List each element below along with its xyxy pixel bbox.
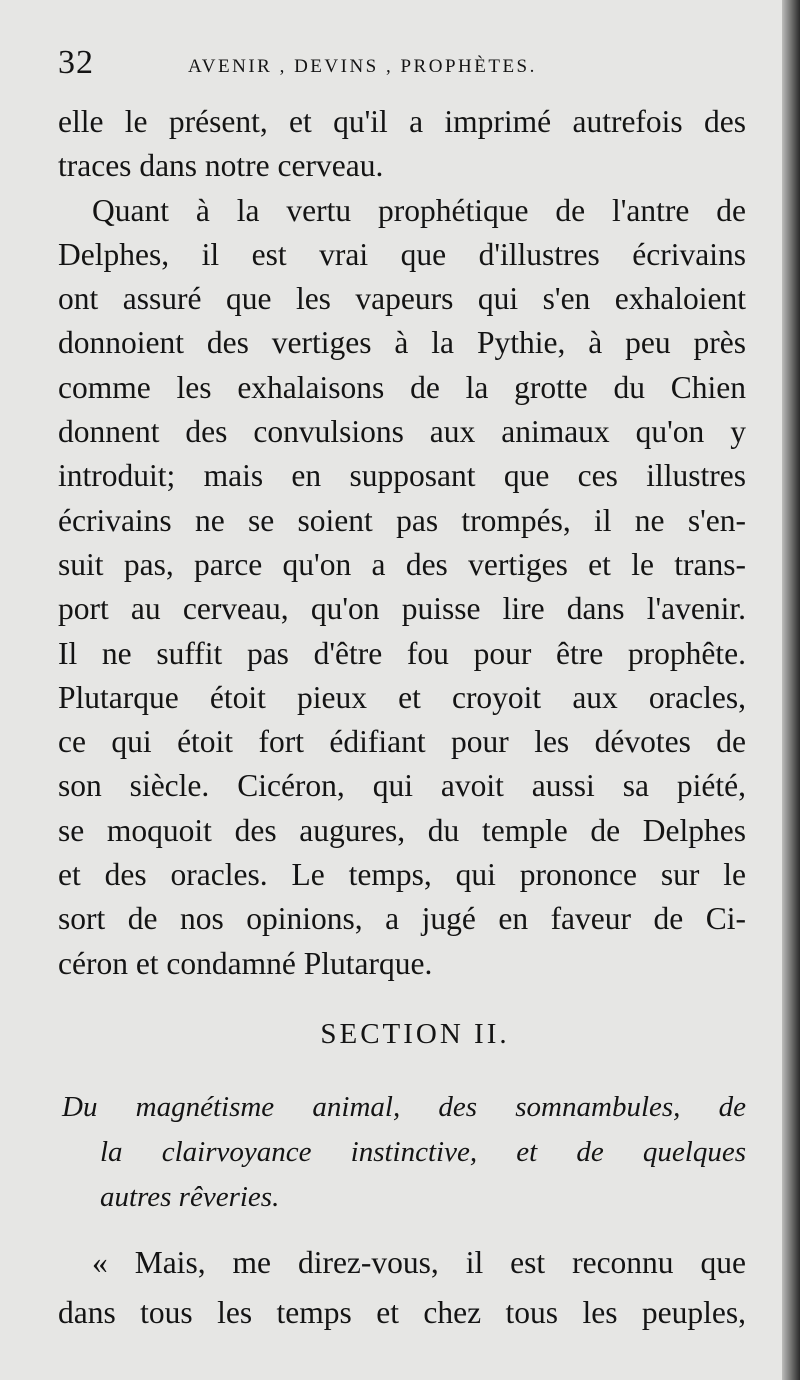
text-line: ce qui étoit fort édifiant pour les dévotes de — [58, 724, 746, 760]
final-text — [58, 1238, 746, 1338]
text-line: elle le présent, et qu'il a imprimé autrefois des — [58, 104, 746, 139]
text-line: Plutarque étoit pieux et croyoit aux oracles, — [58, 679, 746, 715]
subtitle-line: la clairvoyance instinctive, et de quelques — [100, 1136, 746, 1168]
section-subtitle — [62, 1085, 746, 1220]
subtitle-line: Du magnétisme animal, des somnambules, de — [62, 1091, 746, 1123]
text-line: comme les exhalaisons de la grotte du Chien — [58, 369, 746, 405]
section-heading — [0, 1018, 800, 1051]
text-line: sort de nos opinions, a jugé en faveur de Ci- — [58, 901, 746, 937]
text-line: dans tous les temps et chez tous les peuples, — [58, 1295, 746, 1330]
text-line: suit pas, parce qu'on a des vertiges et le trans- — [58, 546, 746, 582]
subtitle-line: autres rêveries. — [100, 1181, 280, 1213]
section-heading-text: SECTION II. — [320, 1018, 510, 1050]
text-line: donnent des convulsions aux animaux qu'on y — [58, 414, 746, 450]
text-line: introduit; mais en supposant que ces illustres — [58, 458, 746, 494]
text-line: écrivains ne se soient pas trompés, il ne s'en- — [58, 502, 746, 538]
text-line: Il ne suffit pas d'être fou pour être prophête. — [58, 635, 746, 671]
text-line: « Mais, me direz-vous, il est reconnu que — [92, 1245, 746, 1280]
text-line: se moquoit des augures, du temple de Delphes — [58, 812, 746, 848]
text-line: son siècle. Cicéron, qui avoit aussi sa piété, — [58, 768, 746, 804]
page-header — [58, 44, 748, 94]
page-edge-shadow — [782, 0, 800, 1380]
text-line: céron et condamné Plutarque. — [58, 945, 433, 981]
running-head: AVENIR , DEVINS , PROPHÈTES. — [188, 56, 537, 77]
text-line: traces dans notre cerveau. — [58, 148, 384, 184]
text-line: Quant à la vertu prophétique de l'antre de — [92, 192, 746, 228]
text-line: ont assuré que les vapeurs qui s'en exhaloient — [58, 281, 746, 317]
text-line: et des oracles. Le temps, qui prononce sur le — [58, 857, 746, 893]
body-text — [58, 100, 746, 986]
text-line: donnoient des vertiges à la Pythie, à peu près — [58, 325, 746, 361]
page-number: 32 — [58, 44, 94, 81]
text-line: Delphes, il est vrai que d'illustres écrivains — [58, 236, 746, 272]
text-line: port au cerveau, qu'on puisse lire dans l'avenir. — [58, 591, 746, 627]
